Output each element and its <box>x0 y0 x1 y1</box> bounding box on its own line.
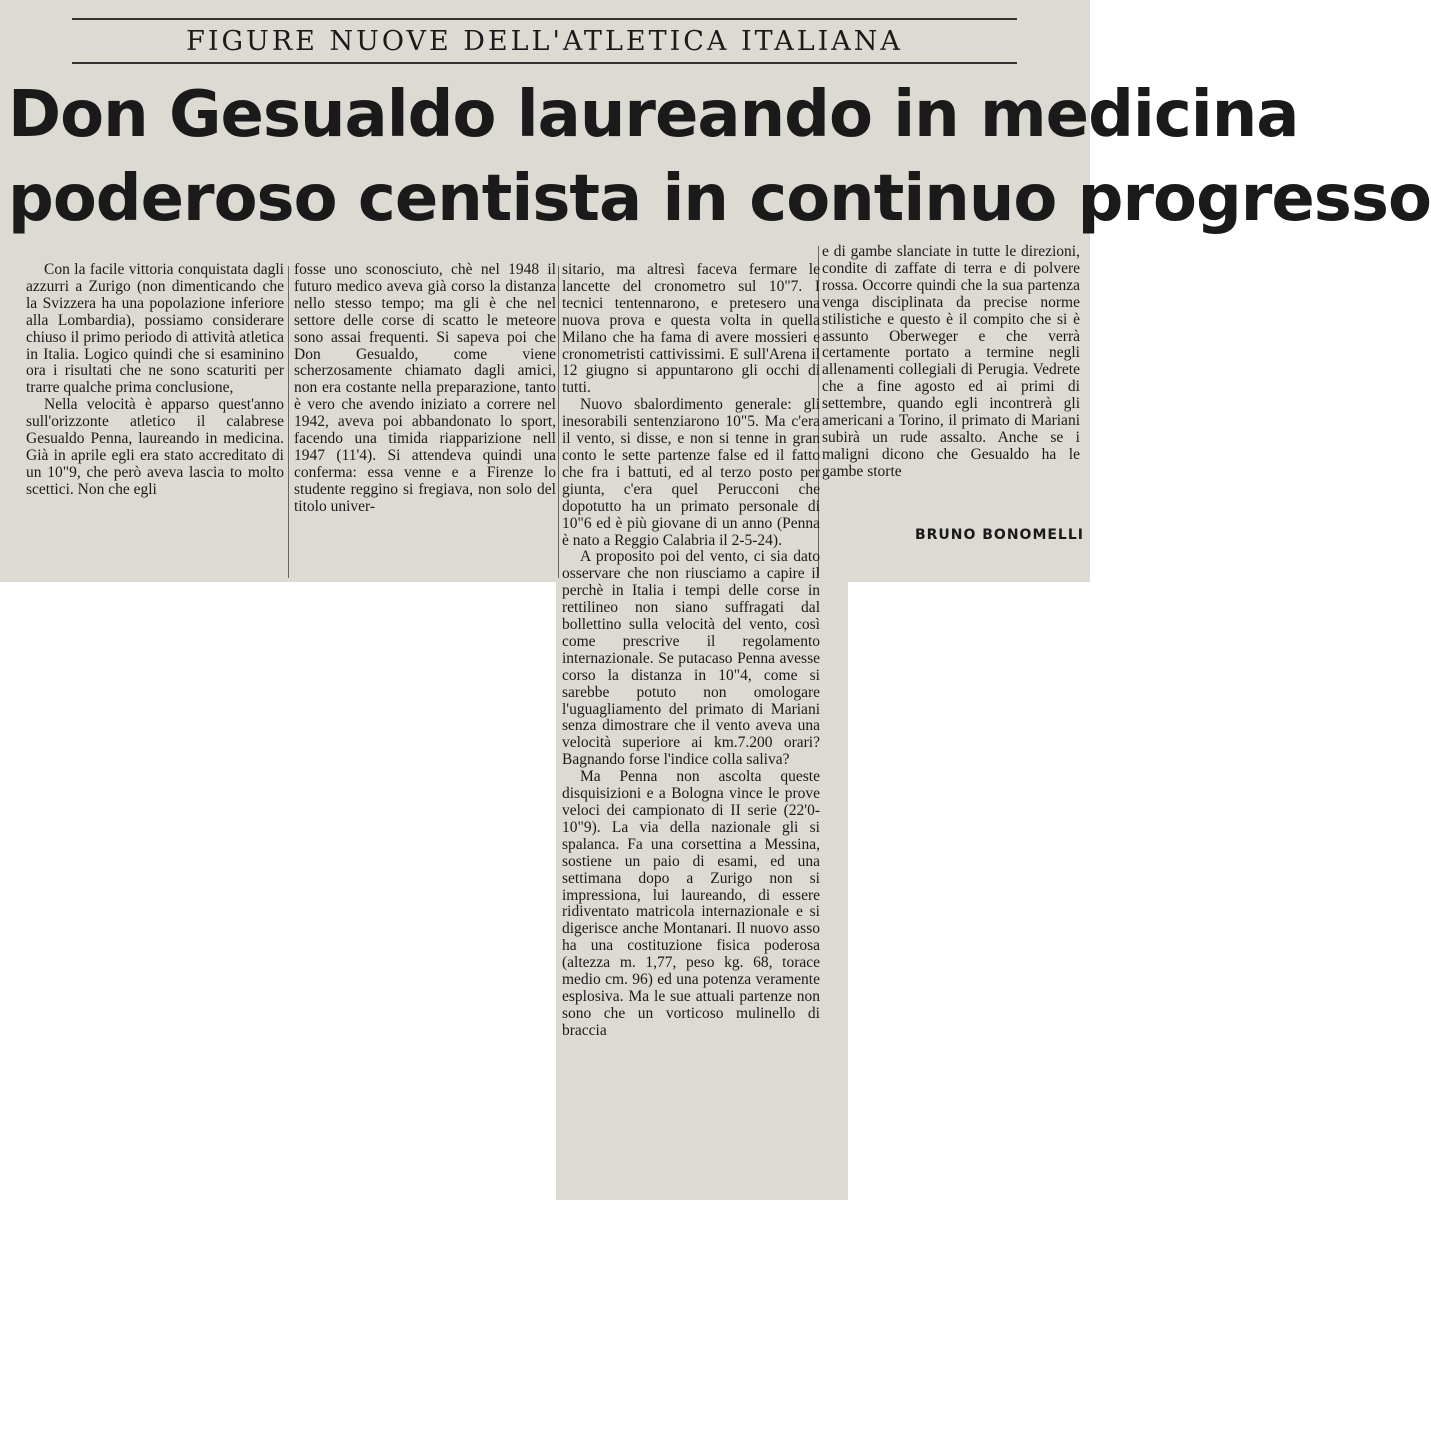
article-column-4 <box>822 244 1080 529</box>
column-rule-1 <box>288 266 289 578</box>
headline-line-2: poderoso centista in continuo progresso <box>8 162 1431 236</box>
column-rule-2 <box>558 266 559 578</box>
paragraph: Nella velocità è apparso quest'anno sull'orizzonte atletico il calabrese Gesualdo Penna, laureando in medicina. Già in aprile egli era stato accreditato di un 10"9, che però aveva lascia to molto scettici. Non che egli <box>26 396 284 498</box>
article-column-1 <box>26 262 284 578</box>
paragraph: sitario, ma altresì faceva fermare le lancette del cronometro sul 10"7. I tecnici tentennarono, e pretesero una nuova prova e questa volta in quella Milano che ha fama di avere mossieri e cronometristi cattivissimi. E sull'Arena il 12 giugno si appuntarono gli occhi di tutti. <box>562 261 820 397</box>
paragraph: e di gambe slanciate in tutte le direzioni, condite di zaffate di terra e di polvere rossa. Occorre quindi che la sua partenza venga disciplinata da precise norme stilistiche e questo è il compito che si è assunto Oberweger e che verrà certamente portato a termine negli allenamenti collegiali di Perugia. Vedrete che a fine agosto ed ai primi di settembre, quando egli incontrerà gli americani a Torino, il primato di Mariani subirà un rude assalto. Anche se i maligni dicono che Gesualdo ha le gambe storte <box>822 243 1080 480</box>
paragraph: A proposito poi del vento, ci sia dato osservare che non riusciamo a capire il perchè in Italia i tempi delle corse in rettilineo non siano suffragati dal bollettino sulla velocità del vento, così come prescrive il regolamento internazionale. Se putacaso Penna avesse corso la distanza in 10"4, come si sarebbe potuto non omologare l'uguagliamento del primato di Mariani senza dimostrare che il vento aveva una velocità superiore ai km.7.200 orari? Bagnando forse l'indice colla saliva? <box>562 548 820 769</box>
article-column-2 <box>294 262 556 578</box>
paragraph: Ma Penna non ascolta queste disquisizioni e a Bologna vince le prove veloci dei campionato di II serie (22'0-10"9). La via della nazionale gli si spalanca. Fa una corsettina a Messina, sostiene un paio di esami, ed una settimana dopo a Zurigo non si impressiona, lui laureando, di essere ridiventato matricola internazionale e si digerisce anche Montanari. Il nuovo asso ha una costituzione fisica poderosa (altezza m. 1,77, peso kg. 68, torace medio cm. 96) ed una potenza veramente esplosiva. Ma le sue attuali partenze non sono che un vorticoso mulinello di braccia <box>562 768 820 1039</box>
paragraph: fosse uno sconosciuto, chè nel 1948 il futuro medico aveva già corso la distanza nello stesso tempo; ma gli è che nel settore delle corse di scatto le meteore sono assai frequenti. Si sapeva poi che Don Gesualdo, come viene scherzosamente chiamato dagli amici, non era costante nella preparazione, tanto è vero che avendo iniziato a correre nel 1942, aveva poi abbandonato lo sport, facendo una timida riapparizione nell 1947 (11'4). Si attendeva quindi una conferma: essa venne e a Firenze lo studente reggino si fregiava, non solo del titolo univer- <box>294 261 556 515</box>
paragraph: Con la facile vittoria conquistata dagli azzurri a Zurigo (non dimenticando che la Svizzera ha una popolazione inferiore alla Lombardia), possiamo considerare chiuso il primo periodo di attività atletica in Italia. Logico quindi che si esaminino ora i risultati che ne sono scaturiti per trarre qualche prima conclusione, <box>26 261 284 397</box>
paragraph: Nuovo sbalordimento generale: gli inesorabili sentenziarono 10"5. Ma c'era il vento, si disse, e non si tenne in gran conto le sette partenze false ed il fatto che fra i battuti, ed al terzo posto per giunta, c'era quel Perucconi che dopotutto ha un primato personale di 10"6 ed è più giovane di un anno (Penna è nato a Reggio Calabria il 2-5-24). <box>562 396 820 549</box>
kicker-heading: FIGURE NUOVE DELL'ATLETICA ITALIANA <box>72 18 1017 64</box>
headline-line-1: Don Gesualdo laureando in medicina <box>8 78 1299 152</box>
article-column-3 <box>562 262 820 1450</box>
author-byline: BRUNO BONOMELLI <box>914 527 1084 543</box>
